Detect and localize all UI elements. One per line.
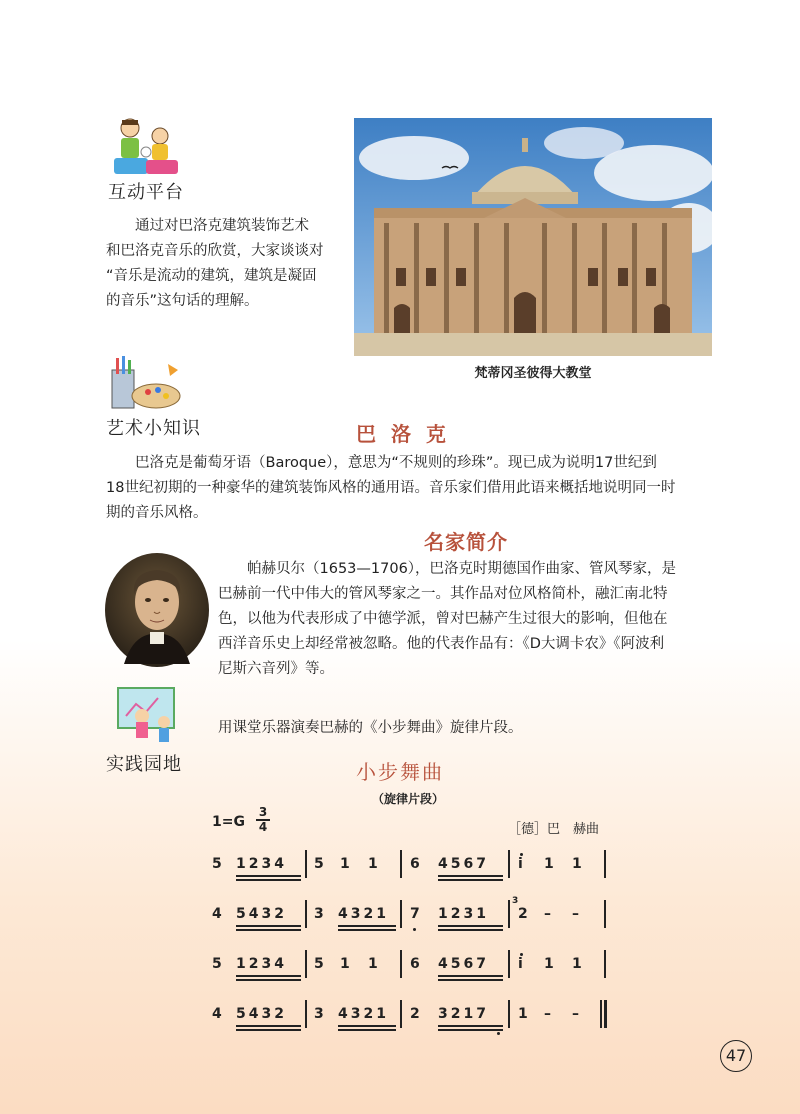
note: 2 [410, 1006, 420, 1022]
barline [604, 850, 606, 878]
note: 4 [212, 906, 222, 922]
beam [438, 1029, 503, 1031]
baroque-line: 期的音乐风格。 [106, 505, 208, 521]
baroque-line: 18世纪初期的一种豪华的建筑装饰风格的通用语。音乐家们借用此语来概括地说明同一时 [106, 480, 676, 496]
note-group: 5432 [236, 1006, 287, 1022]
note: – [572, 1006, 579, 1022]
beam [338, 1029, 396, 1031]
practice-instruction: 用课堂乐器演奏巴赫的《小步舞曲》旋律片段。 [218, 720, 523, 736]
bio-line: 西洋音乐史上却经常被忽略。他的代表作品有：《D大调卡农》《阿波利 [218, 636, 665, 652]
page-number: 47 [720, 1040, 752, 1072]
note: 2 [518, 906, 528, 922]
note: 5 [314, 856, 324, 872]
note: 4 [212, 1006, 222, 1022]
note: 1 [368, 956, 378, 972]
note: – [544, 1006, 551, 1022]
interactive-icon [108, 116, 184, 178]
barline [305, 900, 307, 928]
note-group: 4321 [338, 1006, 389, 1022]
score-row [212, 848, 622, 882]
baroque-paragraph [106, 451, 726, 526]
beam [338, 925, 396, 927]
lower-octave-dot [413, 928, 416, 931]
bio-paragraph [218, 557, 718, 682]
note-group: 1231 [438, 906, 489, 922]
barline [400, 850, 402, 878]
interactive-line: 通过对巴洛克建筑装饰艺术 [135, 218, 309, 234]
note-group: 3217 [438, 1006, 489, 1022]
note: i [518, 956, 523, 972]
barline [604, 900, 606, 928]
barline [400, 950, 402, 978]
st-peters-photo [354, 118, 712, 356]
beam [236, 1025, 301, 1027]
barline [508, 900, 510, 928]
beam [438, 879, 503, 881]
art-knowledge-icon [108, 356, 186, 412]
beam [236, 975, 301, 977]
bio-line: 帕赫贝尔（1653—1706），巴洛克时期德国作曲家、管风琴家，是 [247, 561, 677, 577]
final-barline-thin [600, 1000, 602, 1028]
note: 5 [212, 956, 222, 972]
higher-octave-dot [520, 853, 523, 856]
note-group: 1234 [236, 956, 287, 972]
score-row [212, 998, 622, 1032]
time-bottom: 4 [258, 819, 268, 834]
beam [338, 929, 396, 931]
note: 1 [544, 956, 554, 972]
beam [438, 979, 503, 981]
barline [305, 950, 307, 978]
note: 1 [340, 956, 350, 972]
interactive-heading: 互动平台 [108, 182, 184, 203]
beam [438, 1025, 503, 1027]
beam [236, 929, 301, 931]
note-group: 1234 [236, 856, 287, 872]
score-row [212, 948, 622, 982]
barline [400, 1000, 402, 1028]
note: 1 [518, 1006, 528, 1022]
interactive-line: 的音乐”这句话的理解。 [106, 293, 259, 309]
beam [236, 879, 301, 881]
note: 5 [212, 856, 222, 872]
baroque-line: 巴洛克是葡萄牙语（Baroque），意思为“不规则的珍珠”。现已成为说明17世纪到 [135, 455, 657, 471]
note: – [544, 906, 551, 922]
bio-title: 名家简介 [424, 530, 508, 554]
note: 1 [340, 856, 350, 872]
beam [236, 1029, 301, 1031]
note: 3 [314, 906, 324, 922]
score-row [212, 898, 622, 932]
note: 1 [572, 956, 582, 972]
note: 7 [410, 906, 420, 922]
note: 1 [544, 856, 554, 872]
pachelbel-portrait [104, 552, 210, 668]
time-signature [256, 806, 270, 834]
score-subtitle: （旋律片段） [372, 792, 445, 806]
grace-note: 3 [512, 896, 519, 906]
beam [438, 925, 503, 927]
bio-line: 尼斯六音列》等。 [218, 661, 334, 677]
interactive-line: 和巴洛克音乐的欣赏，大家谈谈对 [106, 243, 324, 259]
note-group: 4321 [338, 906, 389, 922]
beam [236, 875, 301, 877]
barline [305, 850, 307, 878]
barline [604, 950, 606, 978]
bio-line: 色，以他为代表形成了中德学派，曾对巴赫产生过很大的影响，但他在 [218, 611, 668, 627]
note: i [518, 856, 523, 872]
barline [508, 1000, 510, 1028]
final-barline-thick [604, 1000, 607, 1028]
beam [438, 975, 503, 977]
beam [236, 925, 301, 927]
higher-octave-dot [520, 953, 523, 956]
bio-line: 巴赫前一代中伟大的管风琴家之一。其作品对位风格简朴，融汇南北特 [218, 586, 668, 602]
beam [338, 1025, 396, 1027]
beam [438, 929, 503, 931]
beam [236, 979, 301, 981]
art-knowledge-heading: 艺术小知识 [106, 418, 201, 439]
practice-heading: 实践园地 [106, 754, 182, 775]
barline [508, 950, 510, 978]
interactive-paragraph [106, 214, 346, 314]
note: – [572, 906, 579, 922]
barline [508, 850, 510, 878]
barline [400, 900, 402, 928]
photo-caption: 梵蒂冈圣彼得大教堂 [474, 366, 592, 381]
lower-octave-dot [497, 1032, 500, 1035]
composer-credit: ［德］巴 赫曲 [508, 822, 600, 837]
barline [305, 1000, 307, 1028]
interactive-line: “音乐是流动的建筑，建筑是凝固 [106, 268, 317, 284]
note: 6 [410, 856, 420, 872]
practice-icon [112, 686, 182, 750]
score-title: 小步舞曲 [356, 760, 444, 784]
beam [438, 875, 503, 877]
note: 5 [314, 956, 324, 972]
key-label: 1=G [212, 814, 245, 830]
note-group: 4567 [438, 956, 489, 972]
note: 1 [572, 856, 582, 872]
note: 1 [368, 856, 378, 872]
note-group: 4567 [438, 856, 489, 872]
note-group: 5432 [236, 906, 287, 922]
baroque-title: 巴 洛 克 [356, 422, 450, 446]
note: 6 [410, 956, 420, 972]
note: 3 [314, 1006, 324, 1022]
time-top: 3 [258, 805, 268, 819]
